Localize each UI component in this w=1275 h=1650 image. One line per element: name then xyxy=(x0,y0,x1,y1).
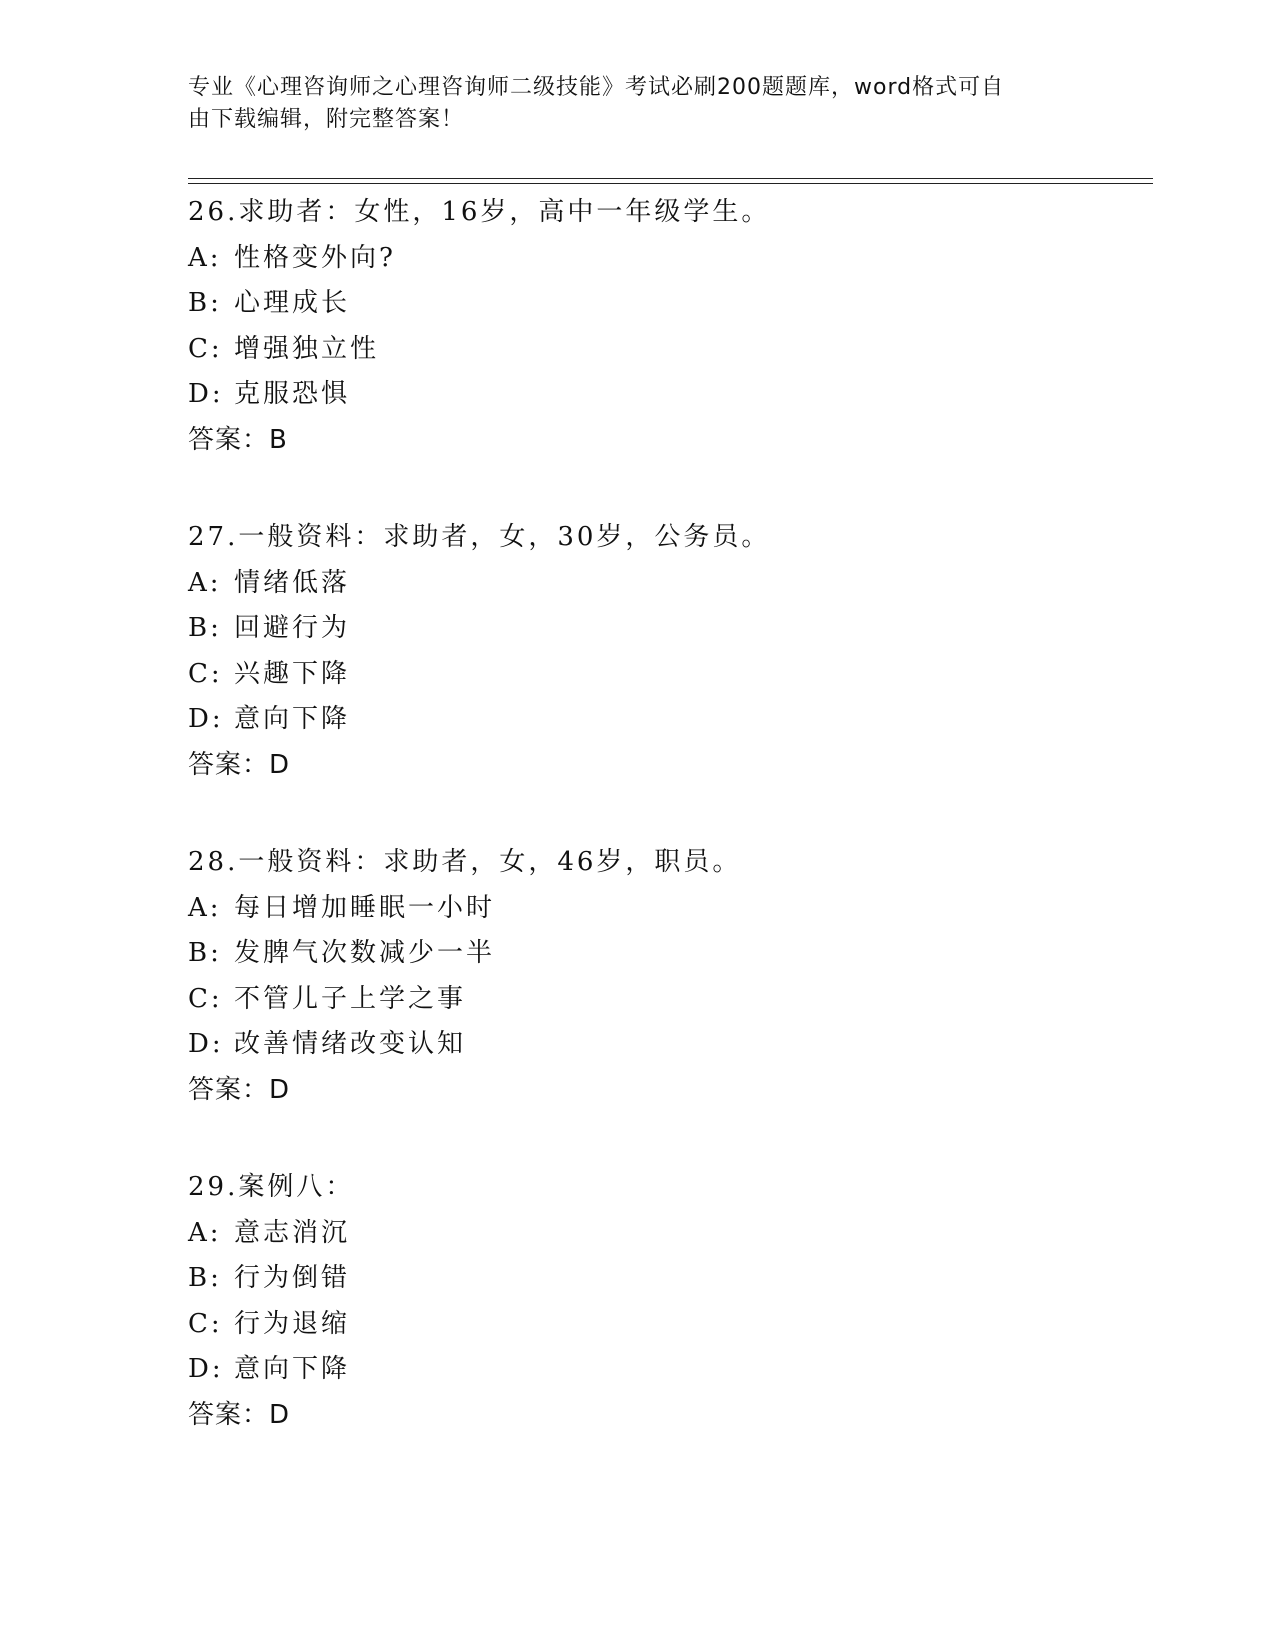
question-27 xyxy=(188,515,1148,788)
option-text: 行为退缩 xyxy=(234,1308,351,1339)
option-b xyxy=(188,606,1148,652)
option-letter: D: xyxy=(188,379,224,409)
header-divider-top xyxy=(188,178,1153,179)
option-c xyxy=(188,977,1148,1023)
option-text: 兴趣下降 xyxy=(234,658,351,689)
option-c xyxy=(188,652,1148,698)
option-c xyxy=(188,327,1148,373)
question-28 xyxy=(188,840,1148,1113)
option-d xyxy=(188,1022,1148,1068)
document-header xyxy=(188,72,1088,136)
option-text: 行为倒错 xyxy=(234,1263,351,1293)
option-letter: B: xyxy=(188,938,222,968)
answer-line: 答案：B xyxy=(188,424,288,455)
option-letter: A: xyxy=(188,242,222,273)
option-text: 情绪低落 xyxy=(234,567,351,598)
option-letter: B: xyxy=(188,1263,222,1293)
option-letter: A: xyxy=(188,892,222,923)
header-line-1: 专业《心理咨询师之心理咨询师二级技能》考试必刷200题题库，word格式可自 xyxy=(188,75,1005,100)
option-text: 意志消沉 xyxy=(234,1217,351,1248)
option-text: 增强独立性 xyxy=(234,333,380,364)
question-stem: 27.一般资料：求助者，女，30岁，公务员。 xyxy=(188,522,771,552)
option-letter: B: xyxy=(188,288,222,318)
option-b xyxy=(188,281,1148,327)
option-letter: D: xyxy=(188,704,224,734)
option-letter: D: xyxy=(188,1354,224,1384)
option-text: 改善情绪改变认知 xyxy=(234,1029,467,1059)
question-stem: 28.一般资料：求助者，女，46岁，职员。 xyxy=(188,847,742,877)
option-d xyxy=(188,372,1148,418)
option-text: 意向下降 xyxy=(234,704,351,734)
option-text: 每日增加睡眠一小时 xyxy=(234,892,496,923)
option-text: 发脾气次数减少一半 xyxy=(234,938,496,968)
option-letter: A: xyxy=(188,567,222,598)
answer-line: 答案：D xyxy=(188,1399,291,1430)
option-text: 性格变外向? xyxy=(234,242,396,273)
question-stem: 29.案例八： xyxy=(188,1172,355,1202)
option-letter: B: xyxy=(188,613,222,643)
option-c xyxy=(188,1302,1148,1348)
header-divider-bottom xyxy=(188,183,1153,184)
option-b xyxy=(188,931,1148,977)
option-a xyxy=(188,1211,1148,1257)
option-b xyxy=(188,1256,1148,1302)
question-29 xyxy=(188,1165,1148,1438)
option-text: 不管儿子上学之事 xyxy=(234,983,467,1014)
option-d xyxy=(188,1347,1148,1393)
option-letter: C: xyxy=(188,983,223,1014)
option-d xyxy=(188,697,1148,743)
question-stem: 26.求助者：女性，16岁，高中一年级学生。 xyxy=(188,197,771,227)
option-text: 意向下降 xyxy=(234,1354,351,1384)
option-letter: A: xyxy=(188,1217,222,1248)
option-letter: C: xyxy=(188,333,223,364)
option-text: 心理成长 xyxy=(234,288,351,318)
option-letter: C: xyxy=(188,658,223,689)
answer-line: 答案：D xyxy=(188,749,291,780)
option-text: 克服恐惧 xyxy=(234,379,351,409)
option-a xyxy=(188,886,1148,932)
option-letter: D: xyxy=(188,1029,224,1059)
header-line-2: 由下载编辑，附完整答案！ xyxy=(188,107,465,132)
option-text: 回避行为 xyxy=(234,613,351,643)
question-list xyxy=(188,190,1148,1490)
option-a xyxy=(188,236,1148,282)
option-letter: C: xyxy=(188,1308,223,1339)
option-a xyxy=(188,561,1148,607)
answer-line: 答案：D xyxy=(188,1074,291,1105)
question-26 xyxy=(188,190,1148,463)
